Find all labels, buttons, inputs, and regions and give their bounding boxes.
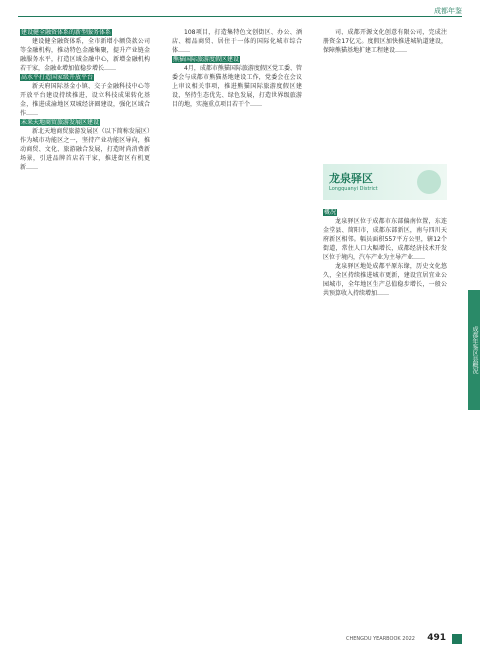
body-paragraph: 新天府国际基金小镇、交子金融科技中心等开放平台建设持续推进，设立科技成果转化基金，推进成渝地区双城经济圈建设，强化区域合作…… — [20, 83, 150, 117]
page-header — [0, 0, 480, 22]
district-title: 龙泉驿区 — [329, 172, 373, 185]
body-paragraph: 司、成都开源文化创意有限公司，完成注册资金17亿元。度假区加快推进城轨道建设，保障熊猫基地扩建工程建设…… — [323, 29, 447, 54]
section-heading: 未来天地商贸旅游发展区建设 — [21, 119, 100, 126]
column-right — [323, 28, 447, 55]
body-paragraph: 龙泉驿区地处成都平原东缘，历史文化悠久，全区持续推进城市更新，建设宜居宜业公园城市，全年地区生产总值稳步增长，一般公共预算收入持续增加…… — [323, 263, 447, 297]
district-subtitle: Longquanyi District — [329, 186, 378, 192]
column-right-lower — [323, 208, 447, 298]
page-number: 491 — [427, 633, 446, 643]
column-middle — [172, 28, 302, 109]
section-heading: 概况 — [324, 209, 337, 216]
footer-marker — [452, 634, 462, 644]
page-footer — [0, 632, 480, 648]
section-heading: 熊猫国际旅游度假区建设 — [173, 56, 240, 63]
body-paragraph: 新北天地商贸旅游发展区（以下简称发展区）作为城市功能区之一，坚持产业功能区导向，推动商贸、文化、旅游融合发展，打造时尚消费新场景，引进品牌首店若干家，推进街区有机更新…… — [20, 128, 150, 171]
header-rule — [18, 16, 462, 17]
banner-decoration — [417, 170, 441, 194]
body-paragraph: 建设健全融资体系，全市新增小额贷款公司等金融机构，推动特色金融集聚，提升产业链金融服务水平，打造区域金融中心，新增金融机构若干家，金融业增加值稳步增长…… — [20, 38, 150, 72]
yearbook-label: CHENGDU YEARBOOK 2022 — [345, 636, 415, 642]
body-paragraph: 4月，成都市熊猫国际旅游度假区党工委、管委会与成都市熊猫基地建设工作，党委会在会议上审议相关事项，推进熊猫国际旅游度假区建设，坚持生态优先、绿色发展，打造世界级旅游目的地，实施重点项目若干个…… — [172, 65, 302, 108]
district-banner — [323, 164, 447, 200]
column-left — [20, 28, 150, 172]
section-heading: 高水平打造国家级开放平台 — [21, 74, 94, 81]
section-heading: 建设健全融资体系的新型服务体系 — [21, 29, 112, 36]
side-tab: 成都年鉴区县概况 — [468, 290, 480, 410]
section-label: 成都年鉴 — [434, 7, 462, 15]
body-paragraph: 108项目，打造集特色文创街区、办公、酒店、精品商贸、居住于一体的国际化城市综合体…… — [172, 29, 302, 54]
body-paragraph: 龙泉驿区位于成都市东部偏南位置，东连金堂县、简阳市，成都东部新区，南与四川天府新区相邻。幅员面积557平方公里，辖12个街道，常住人口大幅增长，成都经济技术开发区位于境内，汽车产业为主导产业…… — [323, 218, 447, 261]
